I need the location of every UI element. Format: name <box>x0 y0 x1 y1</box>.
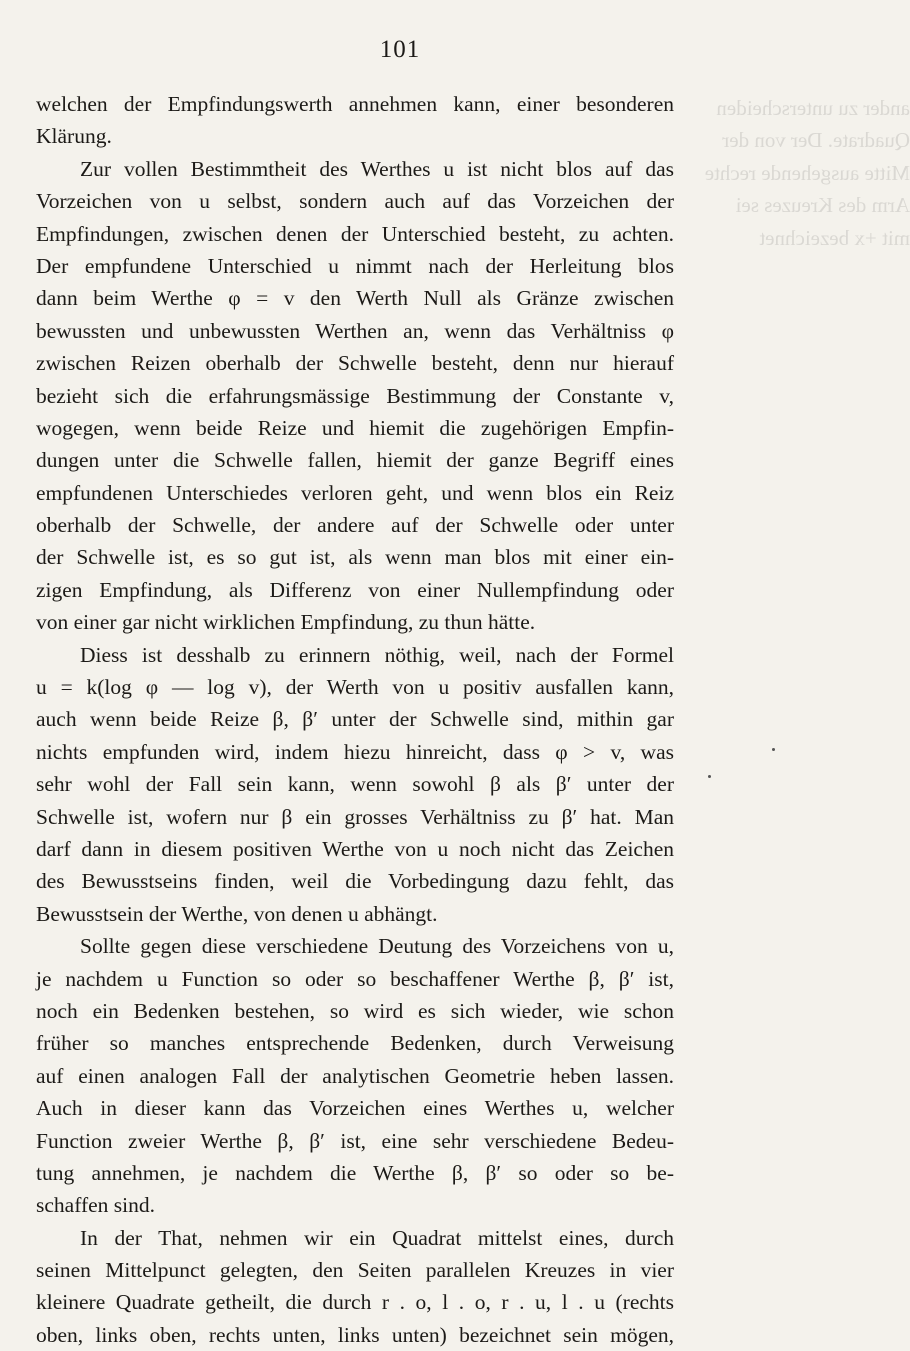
text-line: Bewusstsein der Werthe, von denen u abhängt. <box>36 901 438 926</box>
text-line: welchen der Empfindungswerth annehmen kann, einer besonderen <box>36 92 674 116</box>
paper-speck <box>708 775 711 778</box>
text-line: noch ein Bedenken bestehen, so wird es sich wieder, wie schon <box>36 998 674 1023</box>
text-line: seinen Mittelpunct gelegten, den Seiten parallelen Kreuzes in vier <box>36 1258 674 1283</box>
text-line: zwischen Reizen oberhalb der Schwelle besteht, denn nur hierauf <box>36 351 674 376</box>
text-line: Auch in dieser kann das Vorzeichen eines Werthes u, welcher <box>36 1096 674 1121</box>
text-line: Schwelle ist, wofern nur β ein grosses Verhältniss zu β′ hat. Man <box>36 804 674 829</box>
text-line: dann beim Werthe φ = v den Werth Null als Gränze zwischen <box>36 286 674 311</box>
text-line: kleinere Quadrate getheilt, die durch r . o, l . o, r . u, l . u (rechts <box>36 1290 674 1315</box>
text-line: je nachdem u Function so oder so beschaffener Werthe β, β′ ist, <box>36 966 674 991</box>
text-line: Sollte gegen diese verschiedene Deutung des Vorzeichens von u, <box>80 934 674 959</box>
text-line: bewussten und unbewussten Werthen an, wenn das Verhältniss φ <box>36 318 674 343</box>
text-line: empfundenen Unterschiedes verloren geht, und wenn blos ein Reiz <box>36 480 674 505</box>
text-line: sehr wohl der Fall sein kann, wenn sowohl β als β′ unter der <box>36 772 674 797</box>
text-line: oben, links oben, rechts unten, links unten) bezeichnet sein mögen, <box>36 1322 674 1347</box>
body-text <box>36 88 674 1351</box>
text-line: Function zweier Werthe β, β′ ist, eine sehr verschiedene Bedeu- <box>36 1128 674 1153</box>
text-line: bezieht sich die erfahrungsmässige Bestimmung der Constante v, <box>36 383 674 408</box>
text-line: auch wenn beide Reize β, β′ unter der Schwelle sind, mithin gar <box>36 707 674 732</box>
text-line: u = k(log φ — log v), der Werth von u positiv ausfallen kann, <box>36 675 674 700</box>
text-line: Empfindungen, zwischen denen der Unterschied besteht, zu achten. <box>36 221 674 246</box>
text-line: der Schwelle ist, es so gut ist, als wenn man blos mit einer ein- <box>36 545 674 570</box>
text-line: In der That, nehmen wir ein Quadrat mittelst eines, durch <box>80 1225 674 1250</box>
bleed-through-text: ander zu unterscheiden Quadrate. Der von der Mitte ausgehende rechte Arm des Kreuzes sei mit +x bezeichnet <box>704 96 910 250</box>
text-line: wogegen, wenn beide Reize und hiemit die zugehörigen Empfin- <box>36 415 674 440</box>
text-line: Vorzeichen von u selbst, sondern auch auf das Vorzeichen der <box>36 189 674 214</box>
text-line: schaffen sind. <box>36 1193 156 1218</box>
text-line: auf einen analogen Fall der analytischen Geometrie heben lassen. <box>36 1063 674 1088</box>
text-line: Der empfundene Unterschied u nimmt nach der Herleitung blos <box>36 253 674 278</box>
text-line: früher so manches entsprechende Bedenken, durch Verweisung <box>36 1031 674 1056</box>
text-line: dungen unter die Schwelle fallen, hiemit der ganze Begriff eines <box>36 448 674 473</box>
text-line: nichts empfunden wird, indem hiezu hinreicht, dass φ > v, was <box>36 739 674 764</box>
text-line: oberhalb der Schwelle, der andere auf der Schwelle oder unter <box>36 513 674 538</box>
text-line: Klärung. <box>36 124 112 149</box>
text-line: darf dann in diesem positiven Werthe von u noch nicht das Zeichen <box>36 836 674 861</box>
text-line: zigen Empfindung, als Differenz von einer Nullempfindung oder <box>36 577 674 602</box>
text-line: tung annehmen, je nachdem die Werthe β, β′ so oder so be- <box>36 1160 674 1185</box>
text-line: des Bewusstseins finden, weil die Vorbedingung dazu fehlt, das <box>36 869 674 894</box>
page-number: 101 <box>379 36 421 63</box>
paper-speck <box>772 748 775 751</box>
text-line: Zur vollen Bestimmtheit des Werthes u ist nicht blos auf das <box>80 156 674 181</box>
text-line: von einer gar nicht wirklichen Empfindung, zu thun hätte. <box>36 610 536 635</box>
text-line: Diess ist desshalb zu erinnern nöthig, weil, nach der Formel <box>80 642 674 667</box>
